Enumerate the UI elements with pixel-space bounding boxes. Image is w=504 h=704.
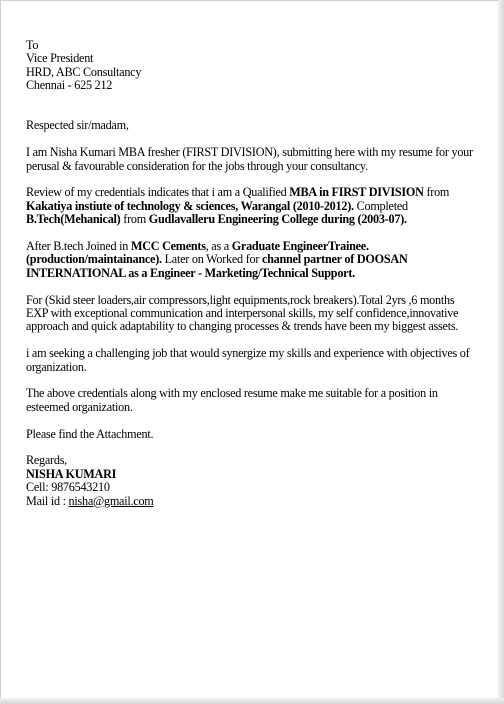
recipient-city: Chennai - 625 212: [26, 78, 113, 93]
paragraph-skills: For (Skid steer loaders,air compressors,light equipments,rock breakers).Total 2yrs ,6 months EXP with exceptional communication and interpersonal skills, my self confidence,innovative approach and quick adaptability to changing processes & trends have been my biggest assets.: [26, 292, 459, 334]
recipient-address: [26, 39, 478, 93]
recipient-to: To: [26, 38, 39, 52]
credentials-institute: Kakatiya instiute of technology & sciences, Warangal (2010-2012).: [26, 198, 354, 213]
page-shadow-right: [498, 0, 504, 704]
recipient-title: Vice President: [26, 51, 94, 66]
page-shadow-bottom: [0, 698, 504, 704]
credentials-mba: MBA in FIRST DIVISION: [289, 185, 424, 200]
recipient-company: HRD, ABC Consultancy: [26, 64, 142, 79]
email-link[interactable]: nisha@gmail.com: [68, 493, 154, 508]
credentials-btech: B.Tech(Mehanical): [26, 212, 121, 227]
paragraph-suitability: The above credentials along with my enclosed resume make me suitable for a position in esteemed organization.: [26, 386, 438, 414]
credentials-text-4: from: [120, 212, 149, 227]
paragraph-attachment: Please find the Attachment.: [26, 426, 154, 441]
signature-block: [26, 454, 478, 508]
experience-mcc: MCC Cements: [130, 239, 206, 254]
sender-name: NISHA KUMARI: [26, 466, 117, 481]
experience-trainee: Graduate EngineerTrainee.(production/maintainance).: [26, 239, 369, 267]
regards-text: Regards,: [26, 453, 67, 468]
cover-letter: [26, 39, 478, 508]
sender-mail: [26, 495, 478, 508]
experience-text-1: After B.tech Joined in: [26, 239, 131, 254]
credentials-text-1: Review of my credentials indicates that i am a Qualified: [26, 185, 290, 200]
sender-cell: Cell: 9876543210: [26, 480, 110, 495]
paragraph-experience: [26, 240, 478, 280]
credentials-college: Gudlavalleru Engineering College during (2003-07).: [148, 212, 407, 227]
paragraph-objective: i am seeking a challenging job that would synergize my skills and experience with objectives of organization.: [26, 346, 470, 374]
credentials-text-2: from: [423, 185, 450, 200]
experience-text-3: Later on Worked for: [161, 252, 262, 267]
credentials-text-3: Completed: [353, 198, 408, 213]
paragraph-credentials: [26, 186, 478, 226]
experience-text-2: , as a: [205, 239, 232, 254]
paragraph-intro: I am Nisha Kumari MBA fresher (FIRST DIVISION), submitting here with my resume for your perusal & favourable consideration for the jobs through your consultancy.: [26, 145, 473, 173]
salutation: Respected sir/madam,: [26, 118, 129, 133]
experience-doosan: channel partner of DOOSAN INTERNATIONAL as a Engineer - Marketing/Technical Support.: [26, 252, 408, 280]
mail-label: Mail id :: [26, 493, 69, 508]
